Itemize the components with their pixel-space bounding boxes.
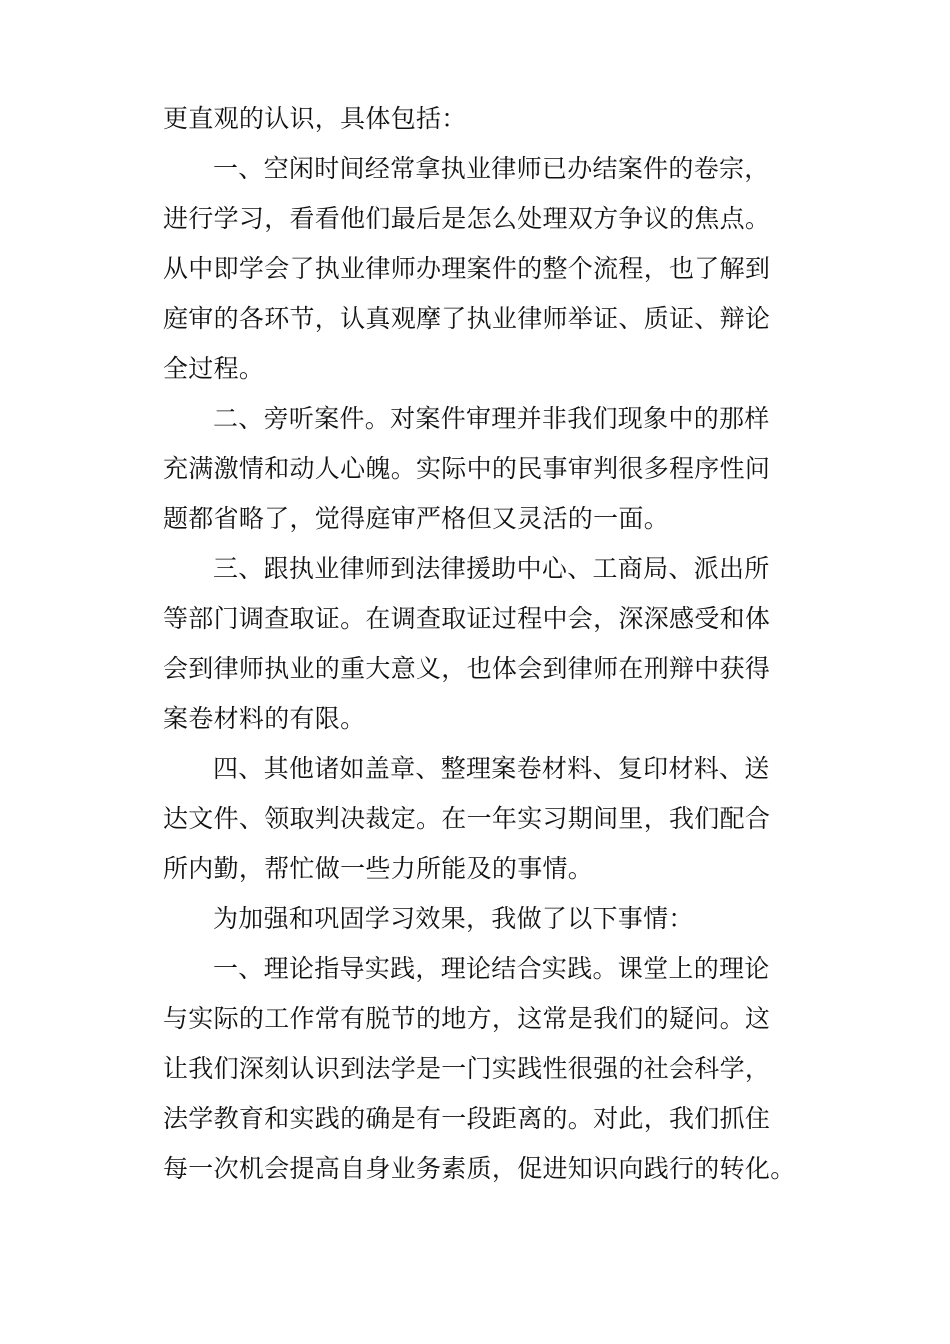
text-line: 一、理论指导实践，理论结合实践。课堂上的理论: [213, 954, 770, 983]
text-line: 二、旁听案件。对案件审理并非我们现象中的那样: [213, 404, 770, 433]
text-line: 等部门调查取证。在调查取证过程中会，深深感受和体: [163, 604, 771, 633]
text-line: 全过程。: [163, 354, 265, 383]
text-line: 庭审的各环节，认真观摩了执业律师举证、质证、辩论: [163, 304, 771, 333]
text-line: 从中即学会了执业律师办理案件的整个流程，也了解到: [163, 254, 771, 283]
text-line: 进行学习，看看他们最后是怎么处理双方争议的焦点。: [163, 204, 771, 233]
text-line: 达文件、领取判决裁定。在一年实习期间里，我们配合: [163, 804, 771, 833]
document-body: [163, 94, 803, 1194]
text-line: 案卷材料的有限。: [163, 704, 366, 733]
text-line: 更直观的认识，具体包括：: [163, 104, 467, 133]
text-line: 三、跟执业律师到法律援助中心、工商局、派出所: [213, 554, 770, 583]
text-line: 会到律师执业的重大意义，也体会到律师在刑辩中获得: [163, 654, 771, 683]
text-line: 让我们深刻认识到法学是一门实践性很强的社会科学，: [163, 1054, 771, 1083]
text-line: 题都省略了，觉得庭审严格但又灵活的一面。: [163, 504, 670, 533]
text-line: 充满激情和动人心魄。实际中的民事审判很多程序性问: [163, 454, 771, 483]
text-line: 与实际的工作常有脱节的地方，这常是我们的疑问。这: [163, 1004, 771, 1033]
text-line: 所内勤，帮忙做一些力所能及的事情。: [163, 854, 594, 883]
text-line: 法学教育和实践的确是有一段距离的。对此，我们抓住: [163, 1104, 771, 1133]
text-line: 每一次机会提高自身业务素质，促进知识向践行的转化。: [163, 1154, 796, 1183]
text-line: 四、其他诸如盖章、整理案卷材料、复印材料、送: [213, 754, 770, 783]
text-line: 为加强和巩固学习效果，我做了以下事情：: [213, 904, 694, 933]
text-line: 一、空闲时间经常拿执业律师已办结案件的卷宗，: [213, 154, 770, 183]
